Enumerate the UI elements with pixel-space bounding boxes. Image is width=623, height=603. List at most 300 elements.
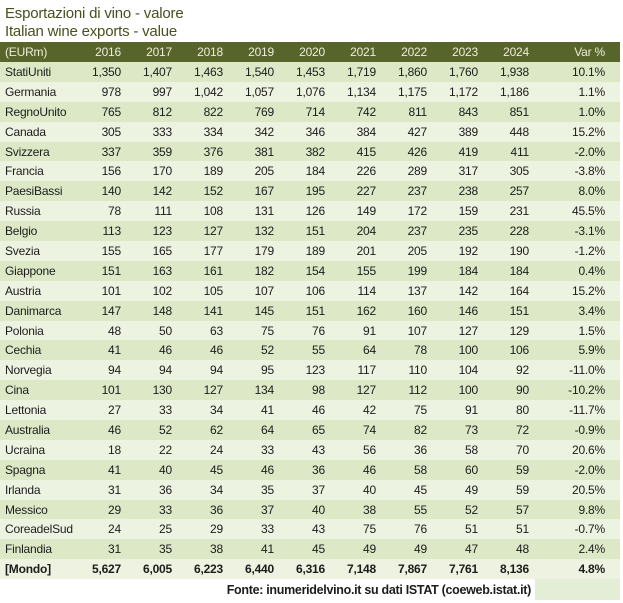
- table-row: [0, 201, 620, 221]
- value-cell: 51: [465, 522, 478, 537]
- value-cell: 190: [509, 243, 529, 258]
- value-cell: 389: [458, 124, 478, 139]
- value-cell: 75: [414, 403, 427, 418]
- source-row: [0, 579, 620, 600]
- value-cell: 227: [356, 184, 376, 199]
- var-cell: -11.7%: [569, 403, 605, 418]
- table-row: [0, 440, 620, 460]
- value-cell: 179: [254, 243, 274, 258]
- value-cell: 204: [356, 224, 376, 239]
- value-cell: 123: [152, 224, 172, 239]
- country-cell: Danimarca: [5, 303, 62, 318]
- value-cell: 33: [261, 442, 274, 457]
- value-cell: 40: [159, 462, 172, 477]
- value-cell: 226: [356, 164, 376, 179]
- value-cell: 170: [152, 164, 172, 179]
- country-cell: PaesiBassi: [5, 184, 63, 199]
- value-cell: 426: [407, 144, 427, 159]
- value-cell: 1,172: [448, 84, 478, 99]
- value-cell: 714: [305, 104, 325, 119]
- country-cell: Russia: [5, 204, 41, 219]
- wine-exports-table: [0, 42, 620, 600]
- table-row: [0, 519, 620, 539]
- country-cell: Svezia: [5, 243, 40, 258]
- value-cell: 134: [254, 383, 274, 398]
- country-cell: CoreadelSud: [5, 522, 73, 537]
- var-cell: 3.4%: [578, 303, 605, 318]
- header-cell-year: 2022: [382, 42, 433, 62]
- country-cell: Australia: [5, 422, 50, 437]
- value-cell: 76: [312, 323, 325, 338]
- value-cell: 64: [363, 343, 376, 358]
- country-cell: Francia: [5, 164, 44, 179]
- country-cell: Norvegia: [5, 363, 52, 378]
- header-cell-year: 2024: [484, 42, 535, 62]
- value-cell: 104: [458, 363, 478, 378]
- header-cell-year: 2016: [76, 42, 127, 62]
- value-cell: 38: [363, 502, 376, 517]
- value-cell: 811: [408, 104, 427, 119]
- value-cell: 152: [203, 184, 223, 199]
- value-cell: 7,867: [397, 562, 427, 577]
- var-cell: -11.0%: [569, 363, 605, 378]
- value-cell: 376: [203, 144, 223, 159]
- value-cell: 1,407: [142, 64, 172, 79]
- value-cell: 1,860: [397, 64, 427, 79]
- value-cell: 46: [363, 462, 376, 477]
- value-cell: 94: [108, 363, 121, 378]
- value-cell: 64: [261, 422, 274, 437]
- value-cell: 7,148: [346, 562, 376, 577]
- var-cell: -0.7%: [574, 522, 605, 537]
- value-cell: 156: [101, 164, 121, 179]
- value-cell: 161: [203, 263, 223, 278]
- value-cell: 127: [203, 224, 223, 239]
- value-cell: 305: [101, 124, 121, 139]
- table-row: [0, 460, 620, 480]
- value-cell: 411: [510, 144, 529, 159]
- value-cell: 427: [407, 124, 427, 139]
- value-cell: 18: [108, 442, 121, 457]
- value-cell: 37: [312, 482, 325, 497]
- var-cell: 5.9%: [578, 343, 605, 358]
- value-cell: 38: [210, 542, 223, 557]
- value-cell: 132: [254, 224, 274, 239]
- value-cell: 127: [458, 323, 478, 338]
- value-cell: 49: [465, 482, 478, 497]
- value-cell: 107: [407, 323, 427, 338]
- page-title-italian: Esportazioni di vino - valore: [5, 5, 184, 22]
- var-cell: 15.2%: [571, 124, 605, 139]
- value-cell: 25: [159, 522, 172, 537]
- value-cell: 154: [305, 263, 325, 278]
- value-cell: 52: [465, 502, 478, 517]
- value-cell: 192: [458, 243, 478, 258]
- value-cell: 62: [210, 422, 223, 437]
- value-cell: 107: [254, 283, 274, 298]
- value-cell: 41: [261, 403, 274, 418]
- value-cell: 765: [101, 104, 121, 119]
- value-cell: 182: [254, 263, 274, 278]
- value-cell: 337: [101, 144, 121, 159]
- value-cell: 177: [203, 243, 223, 258]
- table-header-row: [0, 42, 620, 62]
- table-row: [0, 539, 620, 559]
- value-cell: 334: [203, 124, 223, 139]
- value-cell: 27: [108, 403, 121, 418]
- value-cell: 184: [509, 263, 529, 278]
- value-cell: 29: [210, 522, 223, 537]
- var-cell: -3.8%: [574, 164, 605, 179]
- value-cell: 98: [312, 383, 325, 398]
- value-cell: 5,627: [91, 562, 121, 577]
- value-cell: 48: [516, 542, 529, 557]
- value-cell: 1,453: [295, 64, 325, 79]
- value-cell: 47: [465, 542, 478, 557]
- var-cell: 2.4%: [578, 542, 605, 557]
- value-cell: 162: [356, 303, 376, 318]
- value-cell: 205: [254, 164, 274, 179]
- var-cell: 1.0%: [578, 104, 605, 119]
- value-cell: 137: [407, 283, 427, 298]
- value-cell: 126: [305, 204, 325, 219]
- value-cell: 55: [414, 502, 427, 517]
- value-cell: 91: [363, 323, 376, 338]
- value-cell: 978: [101, 84, 121, 99]
- value-cell: 415: [356, 144, 376, 159]
- value-cell: 50: [159, 323, 172, 338]
- value-cell: 111: [154, 204, 172, 219]
- value-cell: 92: [516, 363, 529, 378]
- var-cell: 1.5%: [578, 323, 605, 338]
- country-cell: StatiUniti: [5, 64, 52, 79]
- value-cell: 7,761: [448, 562, 478, 577]
- value-cell: 75: [363, 522, 376, 537]
- value-cell: 48: [108, 323, 121, 338]
- country-cell: Germania: [5, 84, 57, 99]
- value-cell: 45: [210, 462, 223, 477]
- value-cell: 65: [312, 422, 325, 437]
- table-row: [0, 400, 620, 420]
- value-cell: 333: [152, 124, 172, 139]
- value-cell: 59: [516, 462, 529, 477]
- value-cell: 70: [516, 442, 529, 457]
- table-row: [0, 142, 620, 162]
- var-cell: 0.4%: [578, 263, 605, 278]
- value-cell: 231: [509, 204, 529, 219]
- value-cell: 448: [509, 124, 529, 139]
- country-cell: Giappone: [5, 263, 56, 278]
- table-row: [0, 181, 620, 201]
- var-cell: -2.0%: [574, 144, 605, 159]
- value-cell: 46: [210, 343, 223, 358]
- value-cell: 235: [458, 224, 478, 239]
- var-cell: 9.8%: [578, 502, 605, 517]
- value-cell: 76: [414, 522, 427, 537]
- value-cell: 317: [458, 164, 478, 179]
- value-cell: 305: [509, 164, 529, 179]
- var-cell: -2.0%: [574, 462, 605, 477]
- value-cell: 63: [210, 323, 223, 338]
- table-row: [0, 360, 620, 380]
- country-cell: Finlandia: [5, 542, 52, 557]
- value-cell: 145: [254, 303, 274, 318]
- country-cell: Irlanda: [5, 482, 41, 497]
- value-cell: 1,760: [448, 64, 478, 79]
- var-cell: 10.1%: [571, 64, 605, 79]
- value-cell: 90: [516, 383, 529, 398]
- value-cell: 36: [210, 502, 223, 517]
- value-cell: 36: [414, 442, 427, 457]
- value-cell: 160: [407, 303, 427, 318]
- country-cell: Cina: [5, 383, 29, 398]
- value-cell: 22: [159, 442, 172, 457]
- value-cell: 140: [101, 184, 121, 199]
- table-row: [0, 221, 620, 241]
- page-title-english: Italian wine exports - value: [5, 23, 177, 40]
- table-row: [0, 82, 620, 102]
- country-cell: RegnoUnito: [5, 104, 67, 119]
- value-cell: 184: [305, 164, 325, 179]
- value-cell: 24: [108, 522, 121, 537]
- value-cell: 381: [254, 144, 274, 159]
- value-cell: 997: [152, 84, 172, 99]
- value-cell: 49: [363, 542, 376, 557]
- value-cell: 6,316: [295, 562, 325, 577]
- value-cell: 172: [407, 204, 427, 219]
- value-cell: 6,223: [193, 562, 223, 577]
- table-row: [0, 500, 620, 520]
- value-cell: 147: [101, 303, 121, 318]
- value-cell: 201: [356, 243, 376, 258]
- value-cell: 114: [357, 283, 376, 298]
- value-cell: 40: [363, 482, 376, 497]
- value-cell: 31: [108, 542, 121, 557]
- value-cell: 82: [414, 422, 427, 437]
- var-cell: 45.5%: [571, 204, 605, 219]
- value-cell: 108: [203, 204, 223, 219]
- value-cell: 46: [108, 422, 121, 437]
- value-cell: 8,136: [499, 562, 529, 577]
- value-cell: 843: [458, 104, 478, 119]
- header-cell-unit: (EURm): [0, 42, 76, 62]
- value-cell: 851: [509, 104, 529, 119]
- value-cell: 164: [509, 283, 529, 298]
- value-cell: 51: [516, 522, 529, 537]
- value-cell: 41: [108, 462, 121, 477]
- value-cell: 55: [312, 343, 325, 358]
- country-cell: Ucraina: [5, 442, 45, 457]
- value-cell: 100: [458, 343, 478, 358]
- value-cell: 35: [159, 542, 172, 557]
- value-cell: 106: [305, 283, 325, 298]
- value-cell: 812: [152, 104, 172, 119]
- country-cell: Lettonia: [5, 403, 47, 418]
- value-cell: 94: [210, 363, 223, 378]
- country-cell: Polonia: [5, 323, 44, 338]
- value-cell: 105: [203, 283, 223, 298]
- value-cell: 40: [312, 502, 325, 517]
- country-cell: Messico: [5, 502, 48, 517]
- value-cell: 151: [305, 224, 325, 239]
- value-cell: 110: [408, 363, 427, 378]
- table-row: [0, 480, 620, 500]
- value-cell: 238: [458, 184, 478, 199]
- value-cell: 100: [458, 383, 478, 398]
- value-cell: 49: [414, 542, 427, 557]
- var-cell: 20.5%: [571, 482, 605, 497]
- value-cell: 52: [159, 422, 172, 437]
- value-cell: 56: [363, 442, 376, 457]
- table-row: [0, 281, 620, 301]
- value-cell: 101: [101, 383, 121, 398]
- value-cell: 1,938: [499, 64, 529, 79]
- value-cell: 199: [407, 263, 427, 278]
- value-cell: 346: [305, 124, 325, 139]
- value-cell: 131: [254, 204, 274, 219]
- footer-spacer-cell: [535, 579, 620, 600]
- value-cell: 57: [516, 502, 529, 517]
- country-cell: Cechia: [5, 343, 42, 358]
- value-cell: 189: [305, 243, 325, 258]
- value-cell: 33: [159, 403, 172, 418]
- value-cell: 46: [312, 403, 325, 418]
- value-cell: 159: [458, 204, 478, 219]
- table-row: [0, 62, 620, 82]
- header-cell-year: 2023: [433, 42, 484, 62]
- value-cell: 24: [210, 442, 223, 457]
- value-cell: 142: [152, 184, 172, 199]
- value-cell: 1,719: [346, 64, 376, 79]
- value-cell: 106: [509, 343, 529, 358]
- value-cell: 6,440: [244, 562, 274, 577]
- country-cell: Spagna: [5, 462, 46, 477]
- value-cell: 34: [210, 482, 223, 497]
- value-cell: 195: [305, 184, 325, 199]
- country-cell: [Mondo]: [5, 562, 51, 577]
- value-cell: 359: [152, 144, 172, 159]
- value-cell: 237: [407, 184, 427, 199]
- value-cell: 45: [312, 542, 325, 557]
- var-cell: 4.8%: [578, 562, 605, 577]
- value-cell: 46: [159, 343, 172, 358]
- value-cell: 91: [465, 403, 478, 418]
- value-cell: 130: [152, 383, 172, 398]
- value-cell: 112: [408, 383, 427, 398]
- value-cell: 228: [509, 224, 529, 239]
- table-row: [0, 420, 620, 440]
- table-row: [0, 340, 620, 360]
- var-cell: 20.6%: [571, 442, 605, 457]
- value-cell: 1,057: [244, 84, 274, 99]
- var-cell: -0.9%: [574, 422, 605, 437]
- source-note: Fonte: inumeridelvino.it su dati ISTAT (coeweb.istat.it): [0, 579, 535, 600]
- value-cell: 205: [407, 243, 427, 258]
- value-cell: 41: [108, 343, 121, 358]
- title-block: [0, 0, 623, 42]
- value-cell: 59: [516, 482, 529, 497]
- value-cell: 142: [458, 283, 478, 298]
- value-cell: 155: [101, 243, 121, 258]
- value-cell: 165: [152, 243, 172, 258]
- value-cell: 123: [305, 363, 325, 378]
- table-row: [0, 301, 620, 321]
- value-cell: 742: [356, 104, 376, 119]
- value-cell: 1,463: [193, 64, 223, 79]
- table-row: [0, 122, 620, 142]
- value-cell: 72: [516, 422, 529, 437]
- table-row: [0, 161, 620, 181]
- value-cell: 42: [363, 403, 376, 418]
- value-cell: 36: [159, 482, 172, 497]
- value-cell: 36: [312, 462, 325, 477]
- var-cell: 1.1%: [578, 84, 605, 99]
- value-cell: 1,540: [244, 64, 274, 79]
- value-cell: 101: [101, 283, 121, 298]
- value-cell: 35: [261, 482, 274, 497]
- value-cell: 129: [509, 323, 529, 338]
- var-cell: -1.2%: [574, 243, 605, 258]
- value-cell: 167: [254, 184, 274, 199]
- value-cell: 117: [357, 363, 376, 378]
- header-cell-year: 2020: [280, 42, 331, 62]
- header-cell-year: 2021: [331, 42, 382, 62]
- table-row: [0, 321, 620, 341]
- value-cell: 151: [509, 303, 529, 318]
- value-cell: 822: [203, 104, 223, 119]
- header-cell-year: 2019: [229, 42, 280, 62]
- header-cell-var: Var %: [535, 42, 620, 62]
- value-cell: 73: [465, 422, 478, 437]
- value-cell: 60: [465, 462, 478, 477]
- value-cell: 43: [312, 522, 325, 537]
- value-cell: 37: [261, 502, 274, 517]
- value-cell: 1,042: [193, 84, 223, 99]
- value-cell: 189: [203, 164, 223, 179]
- table-row: [0, 241, 620, 261]
- var-cell: -3.1%: [574, 224, 605, 239]
- value-cell: 1,175: [397, 84, 427, 99]
- value-cell: 45: [414, 482, 427, 497]
- value-cell: 34: [210, 403, 223, 418]
- value-cell: 141: [203, 303, 223, 318]
- value-cell: 95: [261, 363, 274, 378]
- value-cell: 237: [407, 224, 427, 239]
- value-cell: 1,134: [346, 84, 376, 99]
- value-cell: 74: [363, 422, 376, 437]
- total-row: [0, 559, 620, 579]
- value-cell: 58: [465, 442, 478, 457]
- value-cell: 78: [108, 204, 121, 219]
- table-row: [0, 102, 620, 122]
- table-body: [0, 62, 620, 579]
- value-cell: 342: [254, 124, 274, 139]
- value-cell: 146: [458, 303, 478, 318]
- value-cell: 127: [356, 383, 376, 398]
- value-cell: 46: [261, 462, 274, 477]
- country-cell: Canada: [5, 124, 46, 139]
- value-cell: 43: [312, 442, 325, 457]
- value-cell: 31: [108, 482, 121, 497]
- value-cell: 1,186: [499, 84, 529, 99]
- country-cell: Svizzera: [5, 144, 50, 159]
- value-cell: 163: [152, 263, 172, 278]
- value-cell: 94: [159, 363, 172, 378]
- value-cell: 1,076: [295, 84, 325, 99]
- header-cell-year: 2017: [127, 42, 178, 62]
- value-cell: 33: [261, 522, 274, 537]
- value-cell: 257: [509, 184, 529, 199]
